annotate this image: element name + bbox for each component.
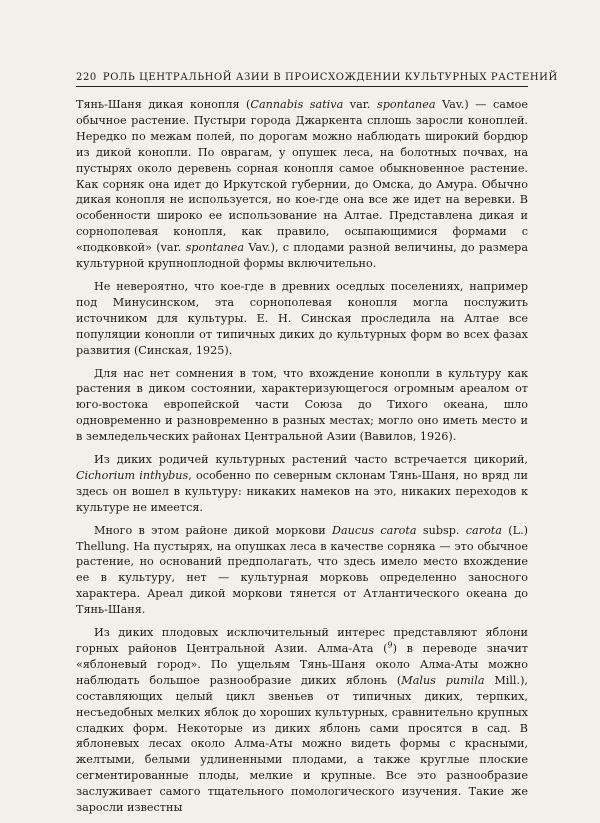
footnote-mark: 9 bbox=[387, 640, 393, 650]
italic-term: Cannabis sativa bbox=[250, 98, 344, 111]
italic-term: Cichorium inthybus bbox=[76, 468, 189, 482]
text-run: , особенно по северным склонам Тянь-Шаня, но вряд ли здесь он вошел в культуру: никаких намеков на это, никаких переходов к культуре не имеется. bbox=[76, 468, 528, 514]
paragraph bbox=[76, 279, 528, 359]
text-run: Не невероятно, что кое-где в древних оседлых поселениях, например под Минусинском, эта сорнополевая конопля могла послужить источником для культуры. Е. Н. Синская проследила на Алтае все популяции конопли от типичных диких до культурных форм во всех фазах развития (Синская, 1925). bbox=[76, 279, 528, 357]
paragraph bbox=[76, 452, 528, 516]
text-run: Vav.), с плодами разной величины, до размера культурной крупноплодной формы включительно. bbox=[76, 241, 528, 271]
text-run: var. bbox=[343, 98, 378, 111]
text-run: Mill.), составляющих целый цикл звеньев от типичных диких, терпких, несъедобных мелких яблок до хороших культурных, сравнительно крупных сладких форм. Некоторые из диких яблонь сами просятся в сад. В яблоневых лесах около Алма-Аты можно видеть формы с красными, желтыми, белыми удлиненными плодами, а также круглые плоские сегментированные плоды, мелкие и крупные. Все это разнообразие заслуживает самого тщательного помологического изучения. Такие же заросли известны bbox=[76, 673, 528, 815]
italic-term: Daucus carota bbox=[332, 523, 417, 537]
text-run: Vav.) — самое обычное растение. Пустыри города Джаркента сплошь заросли коноплей. Нередко по межам полей, по дорогам можно наблюдать широкий бордюр из дикой конопли. По оврагам, у опушек леса, на болотных почвах, на пустырях около деревень сорная конопля самое обыкновенное растение. Как сорняк она идет до Иркутской губернии, до Омска, до Амура. Обычно дикая конопля не используется, но кое-где она все же идет на веревки. В особенности широко ее использование на Алтае. Представлена дикая и сорнополевая конопля, как правило, осыпающимися формами с «подковкой» (var. bbox=[76, 98, 529, 255]
paragraph bbox=[76, 625, 528, 816]
body-text bbox=[76, 97, 528, 816]
paragraph bbox=[76, 366, 528, 446]
book-page bbox=[76, 72, 558, 823]
text-run: Для нас нет сомнения в том, что вхождение конопли в культуру как растения в диком состоянии, характеризующегося огромным ареалом от юго-востока европейской части Союза до Тихого океана, шло одновременно и разновременно в разных местах; могло оно иметь место и в земледельческих районах Центральной Азии (Вавилов, 1926). bbox=[76, 366, 528, 444]
text-run: Много в этом районе дикой моркови bbox=[94, 523, 333, 537]
paragraph bbox=[76, 523, 528, 618]
italic-term: Malus pumila bbox=[401, 673, 485, 687]
italic-term: spontanea bbox=[185, 241, 245, 255]
italic-term: carota bbox=[465, 523, 502, 537]
text-run: Из диких родичей культурных растений часто встречается цикорий, bbox=[94, 453, 528, 467]
text-run: Из диких плодовых исключительный интерес представляют яблони горных районов Центральной Азии. Алма-Ата ( bbox=[76, 626, 528, 655]
running-header bbox=[76, 72, 558, 87]
text-run: subsp. bbox=[416, 523, 466, 537]
page-number: 220 bbox=[76, 72, 97, 83]
running-title: РОЛЬ ЦЕНТРАЛЬНОЙ АЗИИ В ПРОИСХОЖДЕНИИ КУЛЬТУРНЫХ РАСТЕНИЙ bbox=[102, 72, 558, 83]
text-run: (L.) Thellung. На пустырях, на опушках леса в качестве сорняка — это обычное растение, но оснований предполагать, что здесь имело место вхождение ее в культуру, нет — культурная морковь определенно заносного характера. Ареал дикой моркови тянется от Атлантического океана до Тянь-Шаня. bbox=[76, 523, 528, 617]
text-run: ) в переводе значит «яблоневый город». По ущельям Тянь-Шаня около Алма-Аты можно наблюдать большое разнообразие диких яблонь ( bbox=[76, 642, 528, 687]
text-run: Тянь-Шаня дикая конопля ( bbox=[76, 98, 251, 111]
paragraph bbox=[76, 97, 528, 272]
italic-term: spontanea bbox=[377, 98, 436, 111]
